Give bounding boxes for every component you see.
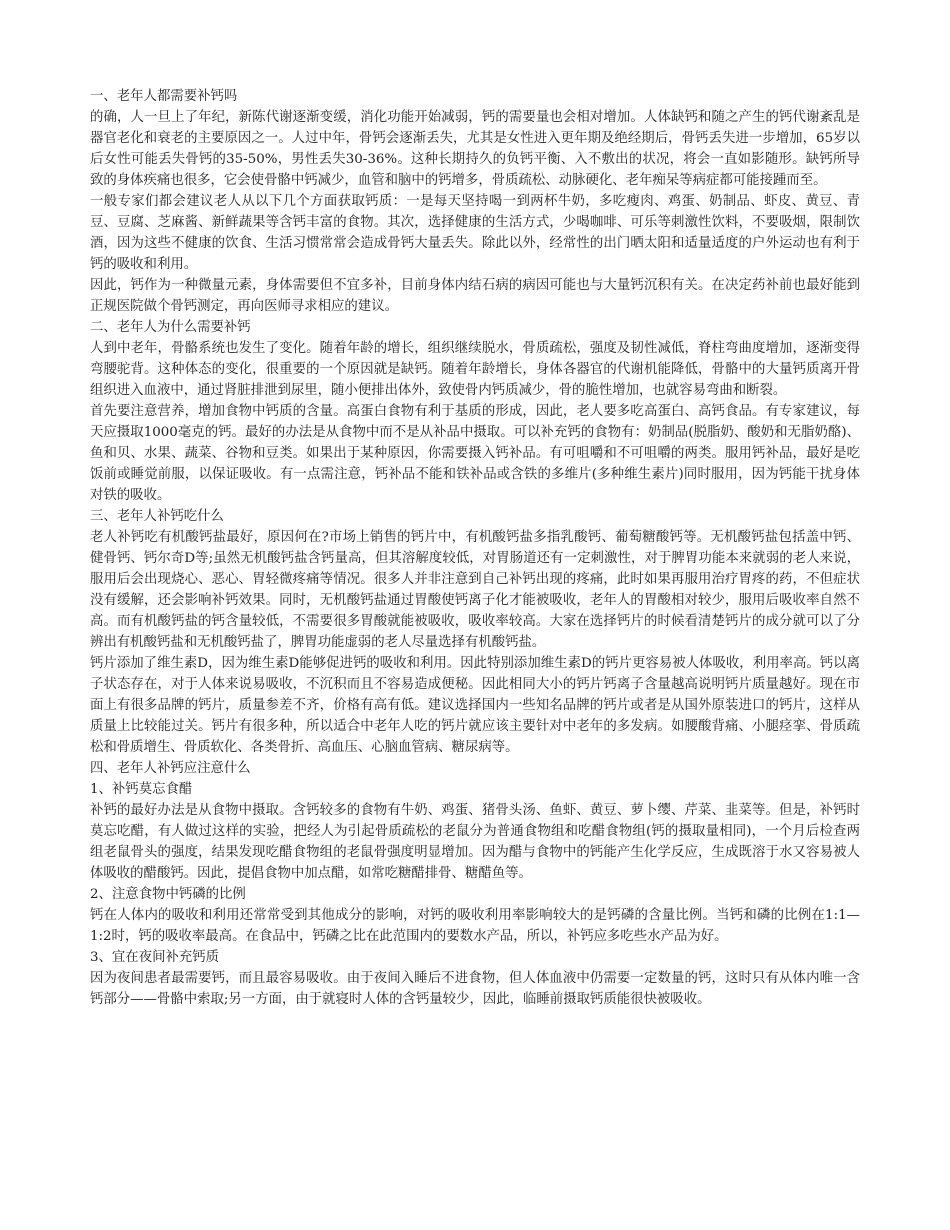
- subheading-1: 1、补钙莫忘食醋: [90, 782, 193, 797]
- paragraph: 首先要注意营养，增加食物中钙质的含量。高蛋白食物有利于基质的形成，因此，老人要多吃高蛋白、高钙食品。有专家建议，每天应摄取1000毫克的钙。最好的办法是从食物中而不是从补品中摄取。可以补充钙的食物有：奶制品(脱脂奶、酸奶和无脂奶酪)、鱼和贝、水果、蔬菜、谷物和豆类。如果出于某种原因，你需要摄入钙补品。有可咀嚼和不可咀嚼的两类。服用钙补品，最好是吃饭前或睡觉前服，以保证吸收。有一点需注意，钙补品不能和铁补品或含铁的多维片(多种维生素片)同时服用，因为钙能干扰身体对铁的吸收。: [90, 404, 860, 503]
- paragraph: 老人补钙吃有机酸钙盐最好，原因何在?市场上销售的钙片中，有机酸钙盐多指乳酸钙、葡萄糖酸钙等。无机酸钙盐包括盖中钙、健骨钙、钙尔奇D等;虽然无机酸钙盐含钙量高，但其溶解度较低，对胃肠道还有一定刺激性，对于脾胃功能本来就弱的老人来说，服用后会出现烧心、恶心、胃轻微疼痛等情况。很多人并非注意到自己补钙出现的疼痛，此时如果再服用治疗胃疼的药，不但症状没有缓解，还会影响补钙效果。同时，无机酸钙盐通过胃酸使钙离子化才能被吸收，老年人的胃酸相对较少，服用后吸收率自然不高。而有机酸钙盐的钙含量较低，不需要很多胃酸就能被吸收，吸收率较高。大家在选择钙片的时候看清楚钙片的成分就可以了分辨出有机酸钙盐和无机酸钙盐了，脾胃功能虚弱的老人尽量选择有机酸钙盐。: [90, 530, 860, 650]
- heading-1: 一、老年人都需要补钙吗: [90, 89, 238, 104]
- subheading-3: 3、宜在夜间补充钙质: [90, 950, 220, 965]
- paragraph: 钙片添加了维生素D，因为维生素D能够促进钙的吸收和利用。因此特别添加维生素D的钙片更容易被人体吸收，利用率高。钙以离子状态存在，对于人体来说易吸收，不沉积而且不容易造成便秘。因此相同大小的钙片钙离子含量越高说明钙片质量越好。现在市面上有很多品牌的钙片，质量参差不齐，价格有高有低。建议选择国内一些知名品牌的钙片或者是从国外原装进口的钙片，这样从质量上比较能过关。钙片有很多种，所以适合中老年人吃的钙片就应该主要针对中老年的多发病。如腰酸背痛、小腿痉挛、骨质疏松和骨质增生、骨质软化、各类骨折、高血压、心脑血管病、糖尿病等。: [90, 656, 860, 755]
- paragraph: 的确，人一旦上了年纪，新陈代谢逐渐变缓，消化功能开始减弱，钙的需要量也会相对增加。人体缺钙和随之产生的钙代谢紊乱是器官老化和衰老的主要原因之一。人过中年，骨钙会逐渐丢失，尤其是女性进入更年期及绝经期后，骨钙丢失进一步增加，65岁以后女性可能丢失骨钙的35-50%，男性丢失30-36%。这种长期持久的负钙平衡、入不敷出的状况，将会一直如影随形。缺钙所导致的身体疾痛也很多，它会使骨骼中钙减少，血管和脑中的钙增多，骨质疏松、动脉硬化、老年痴呆等病症都可能接踵而至。: [90, 110, 860, 188]
- paragraph: 人到中老年，骨骼系统也发生了变化。随着年龄的增长，组织继续脱水，骨质疏松，强度及韧性减低，脊柱弯曲度增加，逐渐变得弯腰驼背。这种体态的变化，很重要的一个原因就是缺钙。随着年龄增长，身体各器官的代谢机能降低，骨骼中的大量钙质离开骨组织进入血液中，通过肾脏排泄到尿里，随小便排出体外，致使骨内钙质减少，骨的脆性增加，也就容易弯曲和断裂。: [90, 341, 860, 398]
- heading-4: 四、老年人补钙应注意什么: [90, 761, 251, 776]
- heading-3: 三、老年人补钙吃什么: [90, 509, 224, 524]
- heading-2: 二、老年人为什么需要补钙: [90, 320, 251, 335]
- paragraph: 钙在人体内的吸收和利用还常常受到其他成分的影响，对钙的吸收利用率影响较大的是钙磷的含量比例。当钙和磷的比例在1:1—1:2时，钙的吸收率最高。在食品中，钙磷之比在此范围内的要数水产品，所以，补钙应多吃些水产品为好。: [90, 908, 860, 944]
- paragraph: 因此，钙作为一种微量元素，身体需要但不宜多补，目前身体内结石病的病因可能也与大量钙沉积有关。在决定药补前也最好能到正规医院做个骨钙测定，再向医师寻求相应的建议。: [90, 278, 860, 314]
- paragraph: 补钙的最好办法是从食物中摄取。含钙较多的食物有牛奶、鸡蛋、猪骨头汤、鱼虾、黄豆、萝卜缨、芹菜、韭菜等。但是，补钙时莫忘吃醋，有人做过这样的实验，把经人为引起骨质疏松的老鼠分为普通食物组和吃醋食物组(钙的摄取量相同)，一个月后检查两组老鼠骨头的强度，结果发现吃醋食物组的老鼠骨强度明显增加。因为醋与食物中的钙能产生化学反应，生成既溶于水又容易被人体吸收的醋酸钙。因此，提倡食物中加点醋，如常吃糖醋排骨、糖醋鱼等。: [90, 803, 860, 881]
- subheading-2: 2、注意食物中钙磷的比例: [90, 887, 246, 902]
- paragraph: 一般专家们都会建议老人从以下几个方面获取钙质：一是每天坚持喝一到两杯牛奶，多吃瘦肉、鸡蛋、奶制品、虾皮、黄豆、青豆、豆腐、芝麻酱、新鲜蔬果等含钙丰富的食物。其次，选择健康的生活方式，少喝咖啡、可乐等刺激性饮料，不要吸烟，限制饮酒，因为这些不健康的饮食、生活习惯常常会造成骨钙大量丢失。除此以外，经常性的出门晒太阳和适量适度的户外运动也有利于钙的吸收和利用。: [90, 194, 860, 272]
- paragraph: 因为夜间患者最需要钙，而且最容易吸收。由于夜间入睡后不进食物，但人体血液中仍需要一定数量的钙，这时只有从体内唯一含钙部分——骨骼中索取;另一方面，由于就寝时人体的含钙量较少，因此，临睡前摄取钙质能很快被吸收。: [90, 971, 860, 1007]
